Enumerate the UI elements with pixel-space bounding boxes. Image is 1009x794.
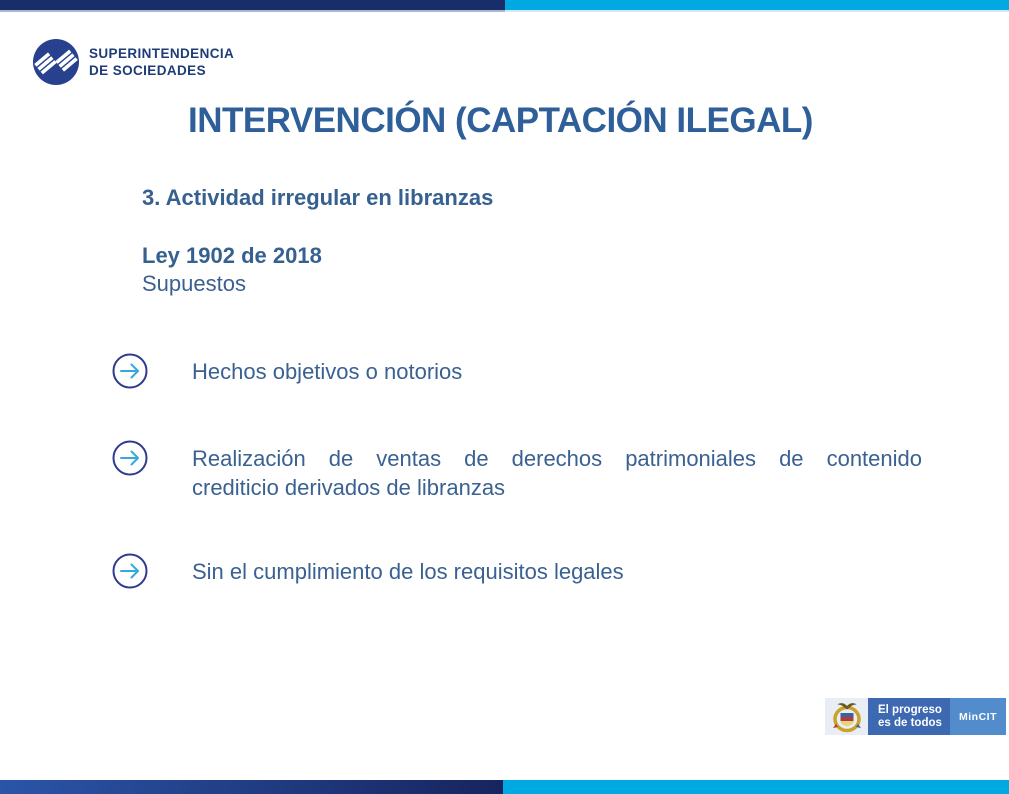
bullet-line: crediticio derivados de libranzas: [192, 475, 506, 500]
bullet-item: [112, 440, 922, 502]
bottom-bar-navy-gradient-segment: [0, 780, 503, 794]
bottom-accent-bar: [0, 780, 1009, 794]
mincit-label: MinCIT: [950, 698, 1006, 735]
bullet-text: [192, 553, 922, 586]
section-heading: 3. Actividad irregular en libranzas: [142, 185, 494, 210]
gov-slogan-line2: es de todos: [878, 716, 942, 729]
government-badge: [825, 698, 1006, 735]
gov-slogan-line1: El progreso: [878, 703, 942, 716]
colombia-coat-of-arms-icon: [832, 700, 862, 733]
arrow-circle-icon: [112, 440, 148, 476]
top-bar-cyan-segment: [505, 0, 1009, 12]
bullet-line: Sin el cumplimiento de los requisitos legales: [192, 559, 624, 584]
logo-org-line2: DE SOCIEDADES: [89, 63, 206, 78]
supersociedades-logo: [33, 39, 234, 85]
top-bar-navy-segment: [0, 0, 505, 12]
bullet-text: [192, 353, 922, 386]
slide-title: INTERVENCIÓN (CAPTACIÓN ILEGAL): [188, 101, 813, 140]
gov-slogan: [868, 698, 950, 735]
bullet-line: Realización de ventas de derechos patrimoniales de contenido: [192, 446, 922, 471]
bullet-item: [112, 553, 922, 589]
law-reference: Ley 1902 de 2018: [142, 243, 322, 268]
coat-of-arms-panel: [825, 698, 868, 735]
logo-org-line1: SUPERINTENDENCIA: [89, 46, 235, 61]
bullet-line: Hechos objetivos o notorios: [192, 359, 463, 384]
section-subheading: Supuestos: [142, 271, 246, 296]
bullet-text: [192, 440, 922, 502]
supersociedades-circle-icon: [33, 39, 79, 85]
top-accent-bar: [0, 0, 1009, 12]
logo-wordmark: [89, 45, 234, 79]
arrow-circle-icon: [112, 553, 148, 589]
arrow-circle-icon: [112, 353, 148, 389]
bullet-item: [112, 353, 922, 389]
bottom-bar-cyan-segment: [503, 780, 1009, 794]
